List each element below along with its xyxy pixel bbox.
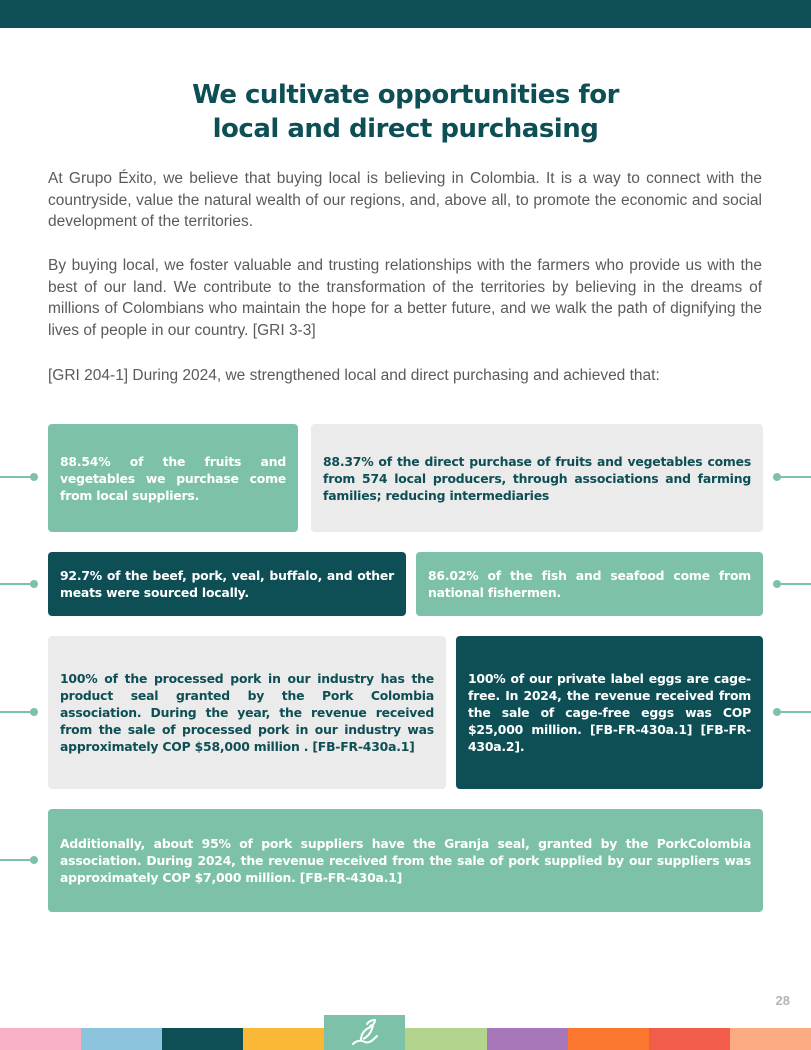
highlight-text: Additionally, about 95% of pork suppliers have the Granja seal, granted by the PorkColombia association. During 2024, the revenue received from the sale of pork supplied by our suppliers was approximately COP $7,000 million. [FB-FR-430a.1] — [60, 836, 751, 885]
stripe — [487, 1028, 568, 1050]
color-stripes — [0, 1028, 811, 1050]
highlight-text: 100% of the processed pork in our industry has the product seal granted by the Pork Colombia association. During the year, the revenue received from the sale of processed pork in our industry was approximately COP $58,000 million . [FB-FR-430a.1] — [60, 671, 434, 754]
connector-line — [777, 583, 811, 585]
highlight-box-fruits-local — [48, 424, 298, 532]
page-number: 28 — [775, 993, 790, 1008]
stripe — [243, 1028, 324, 1050]
highlight-box-fish — [416, 552, 763, 616]
intro-paragraph: At Grupo Éxito, we believe that buying local is believing in Colombia. It is a way to connect with the countryside, value the natural wealth of our regions, and, above all, to promote the economic and social development of the territories. — [48, 170, 762, 230]
connector-dot — [30, 473, 38, 481]
page-title — [0, 78, 811, 146]
stripe — [568, 1028, 649, 1050]
stripe — [649, 1028, 730, 1050]
connector-dot — [773, 580, 781, 588]
connector-line — [0, 711, 34, 713]
hand-plant-icon — [347, 1018, 383, 1048]
highlight-box-eggs — [456, 636, 763, 789]
top-bar — [0, 0, 811, 28]
connector-dot — [773, 473, 781, 481]
highlight-box-granja-seal — [48, 809, 763, 912]
highlight-box-meats — [48, 552, 406, 616]
highlight-text: 88.54% of the fruits and vegetables we purchase come from local suppliers. — [60, 453, 286, 503]
connector-dot — [30, 580, 38, 588]
connector-line — [777, 711, 811, 713]
stripe — [730, 1028, 811, 1050]
section-logo-tab — [324, 1015, 405, 1050]
highlight-text: 92.7% of the beef, pork, veal, buffalo, and other meats were sourced locally. — [60, 568, 394, 600]
connector-dot — [773, 708, 781, 716]
connector-dot — [30, 856, 38, 864]
stripe — [81, 1028, 162, 1050]
highlight-box-processed-pork — [48, 636, 446, 789]
stripe — [405, 1028, 486, 1050]
title-line-2: local and direct purchasing — [212, 114, 599, 144]
connector-line — [0, 476, 34, 478]
title-line-1: We cultivate opportunities for — [192, 80, 619, 110]
connector-line — [777, 476, 811, 478]
highlight-box-direct-purchase — [311, 424, 763, 532]
connector-line — [0, 859, 34, 861]
highlight-text: 86.02% of the fish and seafood come from national fishermen. — [428, 568, 751, 600]
connector-line — [0, 583, 34, 585]
gri-paragraph: [GRI 204-1] During 2024, we strengthened local and direct purchasing and achieved that: — [48, 367, 660, 384]
highlight-text: 100% of our private label eggs are cage-free. In 2024, the revenue received from the sale of cage-free eggs was COP $25,000 million. [FB-FR-430a.1] [FB-FR-430a.2]. — [468, 671, 751, 754]
highlight-text: 88.37% of the direct purchase of fruits and vegetables comes from 574 local producers, through associations and farming families; reducing intermediaries — [323, 453, 751, 503]
stripe — [162, 1028, 243, 1050]
connector-dot — [30, 708, 38, 716]
local-buying-paragraph: By buying local, we foster valuable and trusting relationships with the farmers who provide us with the best of our land. We contribute to the transformation of the territories by believing in the dreams of millions of Colombians who maintain the hope for a better future, and we walk the path of dignifying the lives of people in our country. [GRI 3-3] — [48, 257, 762, 339]
stripe — [0, 1028, 81, 1050]
